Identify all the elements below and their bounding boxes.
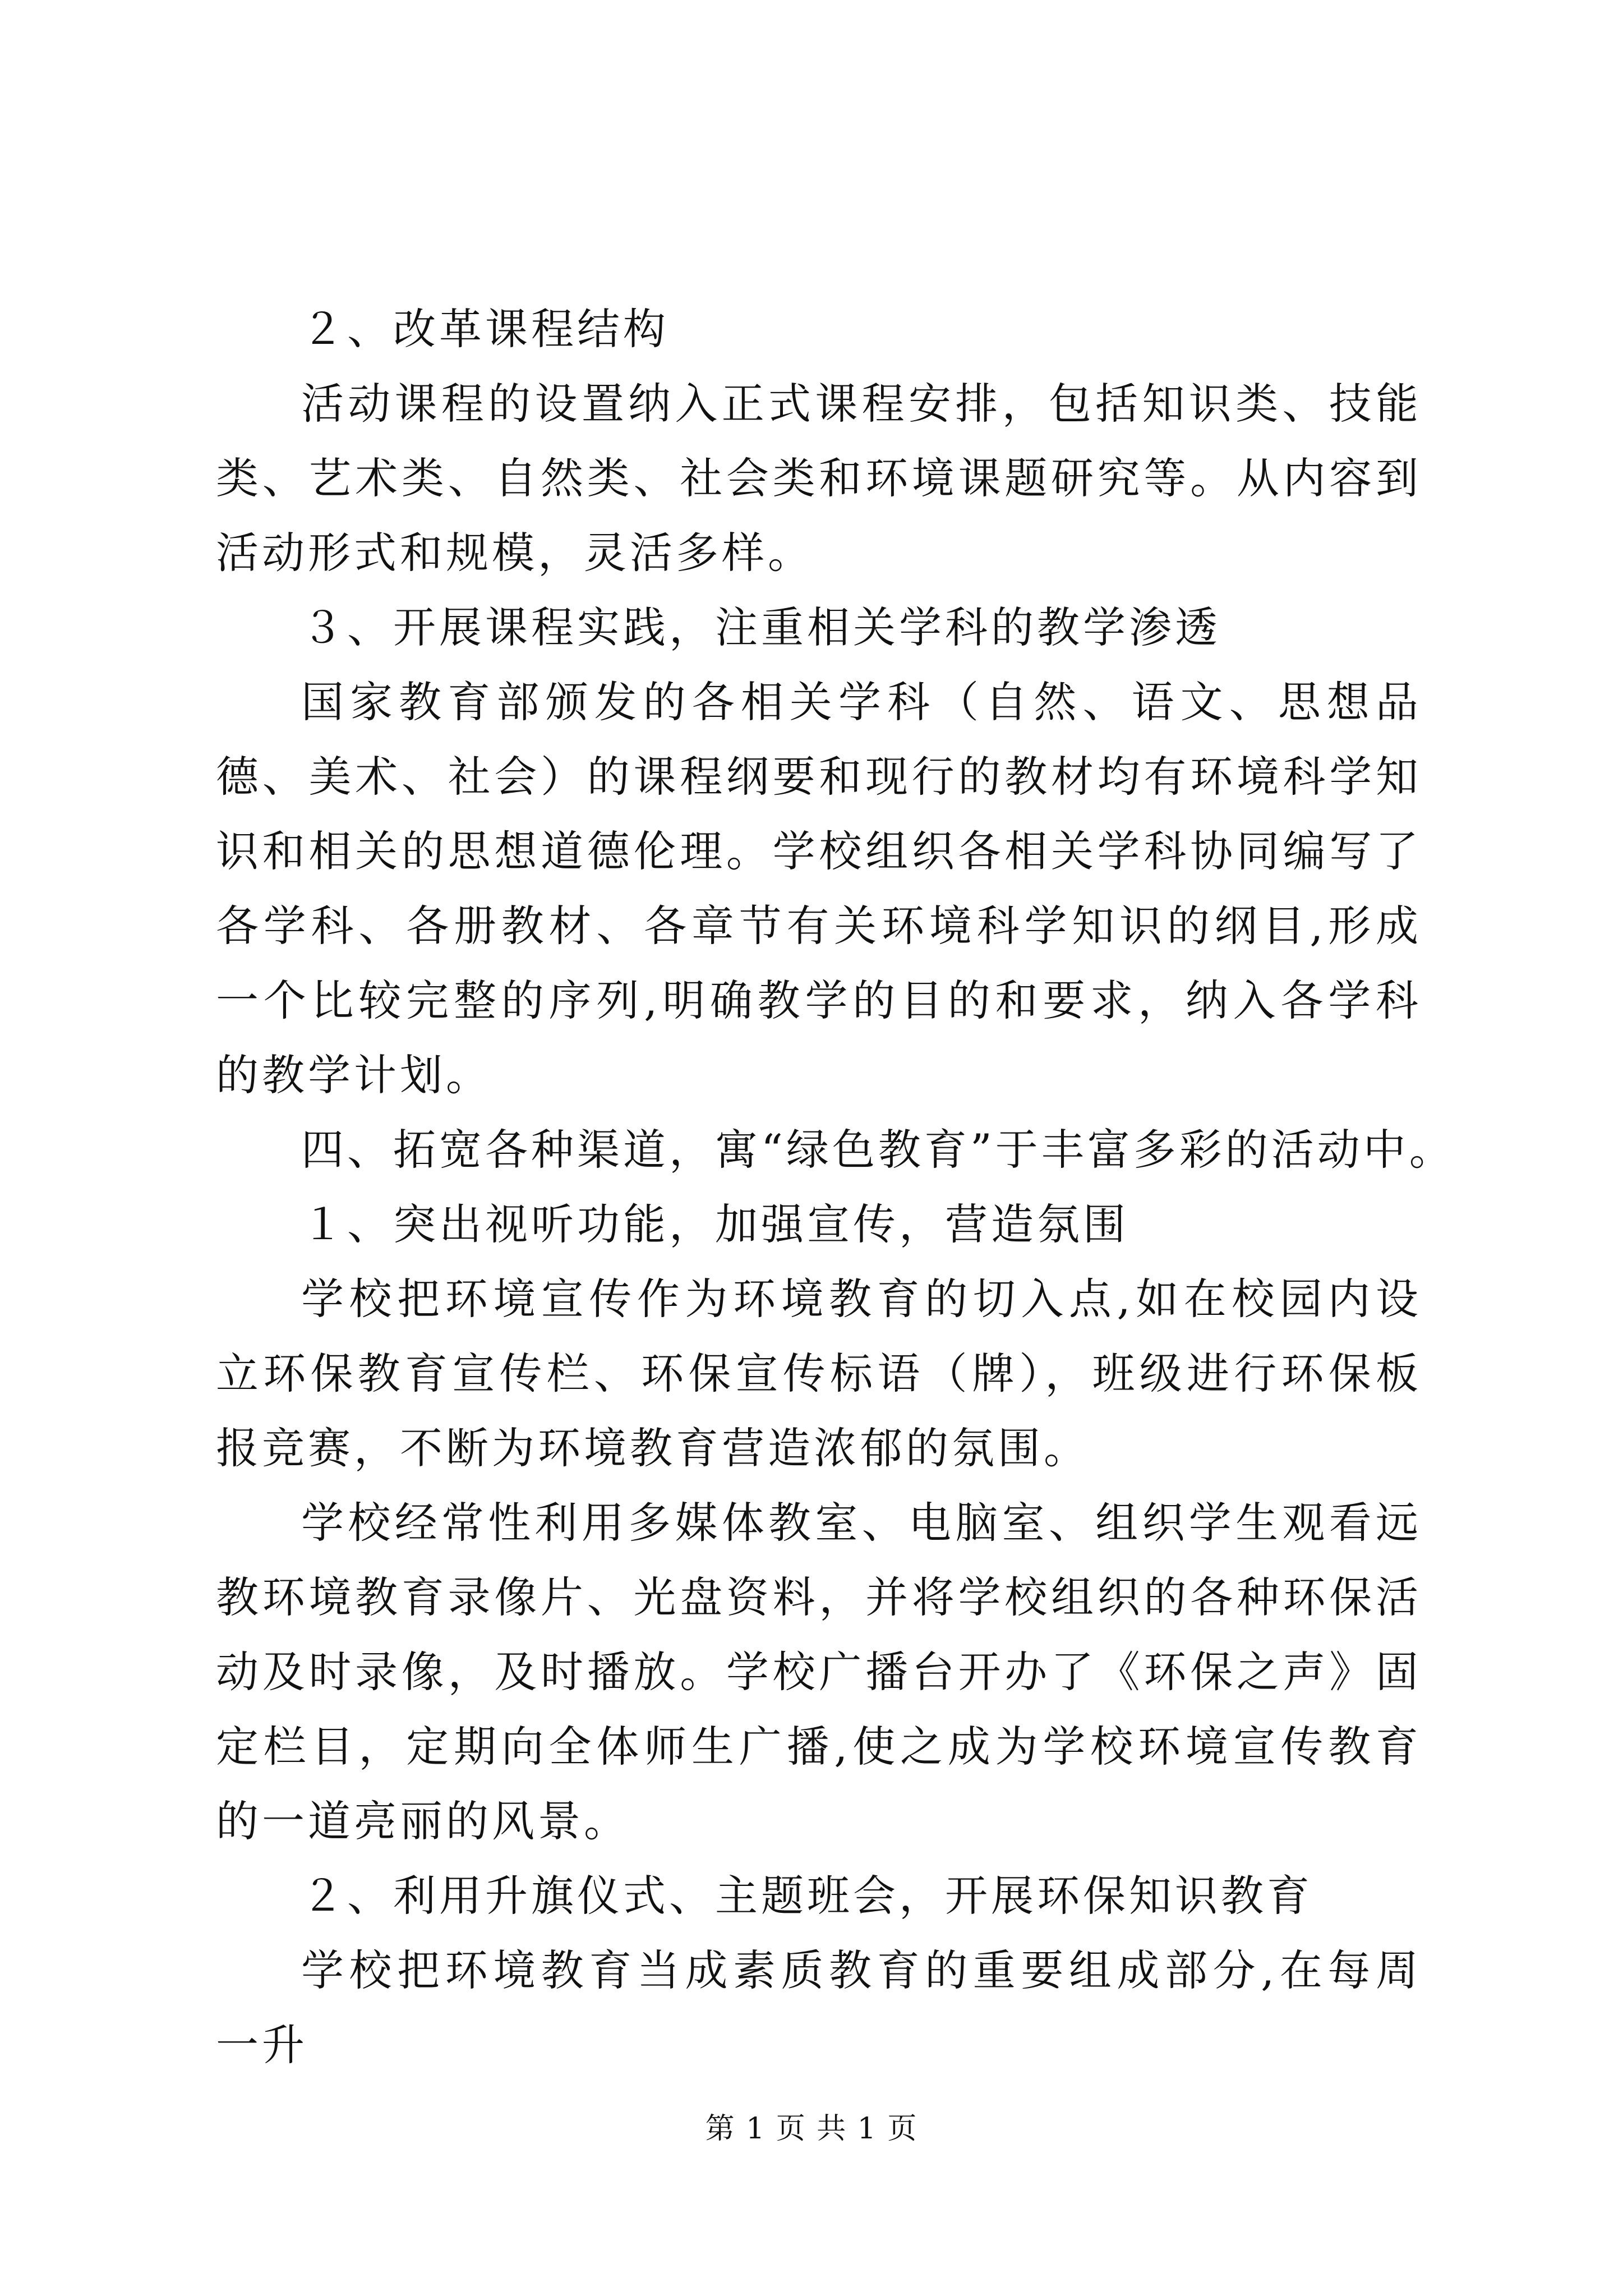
section-heading-broaden-channels: 四、拓宽各种渠道，寓“绿色教育”于丰富多彩的活动中。 — [301, 1125, 1455, 1175]
paragraph-multimedia: 学校经常性利用多媒体教室、电脑室、组织学生观看远教环境教育录像片、光盘资料，并将学校组织的各种环保活动及时录像，及时播放。学校广播台开办了《环保之声》固定栏目，定期向全体师生广播,使之成为学校环境宣传教育的一道亮丽的风景。 — [216, 1498, 1422, 1846]
page-footer: 第 1 页 共 1 页 — [705, 2112, 918, 2146]
section-heading-reform-curriculum: ２、改革课程结构 — [301, 304, 669, 354]
document-body — [216, 292, 1455, 2082]
paragraph-activity-courses: 活动课程的设置纳入正式课程安排，包括知识类、技能类、艺术类、自然类、社会类和环境课题研究等。从内容到活动形式和规模，灵活多样。 — [216, 379, 1422, 578]
paragraph-campus-publicity: 学校把环境宣传作为环境教育的切入点,如在校园内设立环保教育宣传栏、环保宣传标语（牌），班级进行环保板报竞赛，不断为环境教育营造浓郁的氛围。 — [216, 1274, 1422, 1473]
section-heading-audiovisual: １、突出视听功能，加强宣传，营造氛围 — [301, 1199, 1129, 1249]
section-heading-flag-ceremony: ２、利用升旗仪式、主题班会，开展环保知识教育 — [301, 1871, 1313, 1921]
paragraph-quality-education: 学校把环境教育当成素质教育的重要组成部分,在每周一升 — [216, 1945, 1422, 2070]
paragraph-subject-integration: 国家教育部颁发的各相关学科（自然、语文、思想品德、美术、社会）的课程纲要和现行的教材均有环境科学知识和相关的思想道德伦理。学校组织各相关学科协同编写了各学科、各册教材、各章节有关环境科学知识的纲目,形成一个比较完整的序列,明确教学的目的和要求，纳入各学科的教学计划。 — [216, 677, 1422, 1100]
section-heading-course-practice: ３、开展课程实践，注重相关学科的教学渗透 — [301, 602, 1221, 652]
